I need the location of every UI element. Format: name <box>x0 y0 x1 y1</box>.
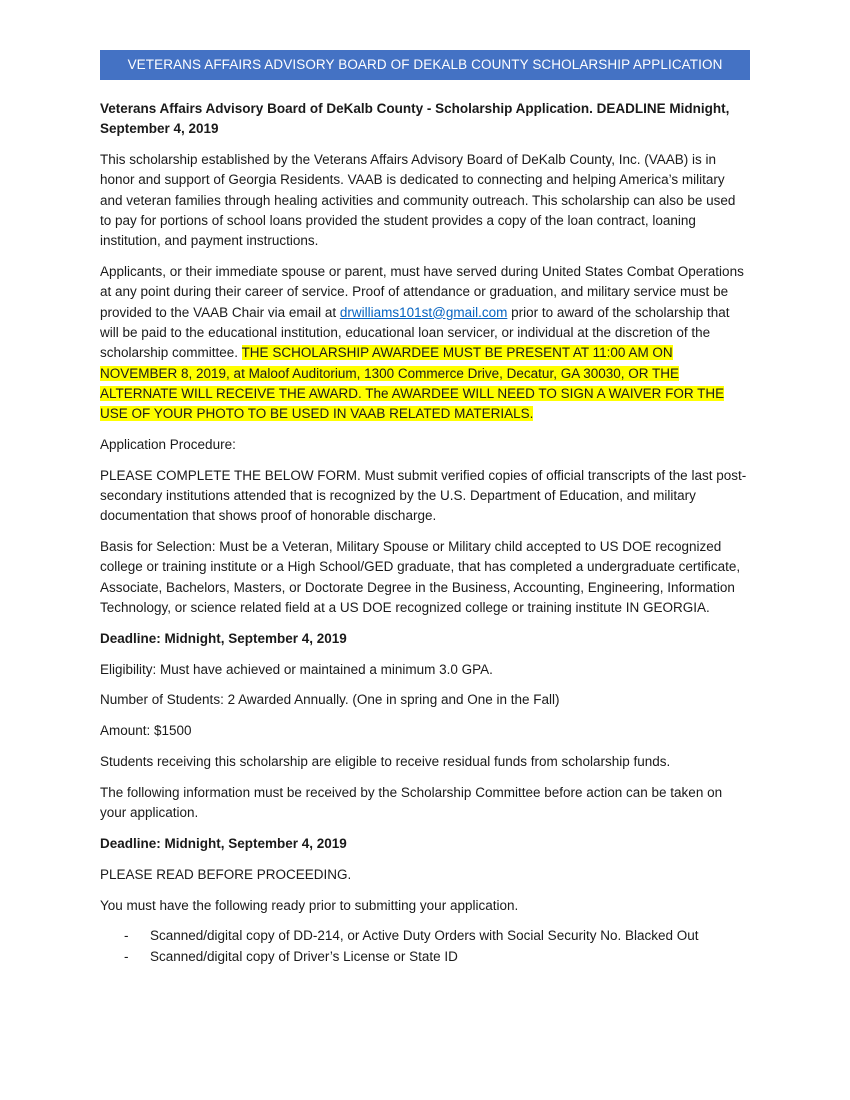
amount-line: Amount: $1500 <box>100 723 192 739</box>
dash-bullet: - <box>124 948 129 964</box>
applicants-paragraph <box>100 262 750 424</box>
residual-line: Students receiving this scholarship are eligible to receive residual funds from scholarship funds. <box>100 754 671 770</box>
requirements-list <box>100 926 750 967</box>
read-before-line: PLEASE READ BEFORE PROCEEDING. <box>100 866 352 882</box>
procedure-heading: Application Procedure: <box>100 436 236 452</box>
document-title: Veterans Affairs Advisory Board of DeKalb County - Scholarship Application. DEADLINE Midnight, September 4, 2019 <box>100 101 730 137</box>
list-item-text: Scanned/digital copy of DD-214, or Active Duty Orders with Social Security No. Blacked Out <box>150 928 699 944</box>
dash-bullet: - <box>124 928 129 944</box>
deadline-heading: Deadline: Midnight, September 4, 2019 <box>100 630 347 646</box>
students-line: Number of Students: 2 Awarded Annually. (One in spring and One in the Fall) <box>100 692 560 708</box>
document-banner: VETERANS AFFAIRS ADVISORY BOARD OF DEKALB COUNTY SCHOLARSHIP APPLICATION <box>100 50 750 80</box>
procedure-paragraph: PLEASE COMPLETE THE BELOW FORM. Must submit verified copies of official transcripts of the last post-secondary institutions attended that is recognized by the U.S. Department of Education, and military documentation that shows proof of honorable discharge. <box>100 467 747 524</box>
deadline-heading-2: Deadline: Midnight, September 4, 2019 <box>100 835 347 851</box>
document-body <box>100 99 750 967</box>
list-item <box>100 926 750 946</box>
list-item <box>100 947 750 967</box>
email-link[interactable]: drwilliams101st@gmail.com <box>339 304 508 320</box>
following-info-paragraph: The following information must be received by the Scholarship Committee before action can be taken on your application. <box>100 784 723 821</box>
intro-paragraph: This scholarship established by the Veterans Affairs Advisory Board of DeKalb County, Inc. (VAAB) is in honor and support of Georgia Residents. VAAB is dedicated to connecting and helping America’s military and veteran families through healing activities and community outreach. This scholarship can also be used to pay for portions of school loans provided the student provides a copy of the loan contract, loaning institution, and payment instructions. <box>100 152 736 249</box>
eligibility-line: Eligibility: Must have achieved or maintained a minimum 3.0 GPA. <box>100 661 493 677</box>
applicants-text: Applicants, or their immediate spouse or parent, must have served during United States Combat Operations at any point during their career of service. Proof of attendance or graduation, and military service must be provided to the VAAB Chair via email at <box>100 264 744 320</box>
highlighted-notice: THE SCHOLARSHIP AWARDEE MUST BE PRESENT AT 11:00 AM ON NOVEMBER 8, 2019, at Maloof Auditorium, 1300 Commerce Drive, Decatur, GA 30030, OR THE ALTERNATE WILL RECEIVE THE AWARD. The AWARDEE WILL NEED TO SIGN A WAIVER FOR THE USE OF YOUR PHOTO TO BE USED IN VAAB RELATED MATERIALS. <box>100 345 725 422</box>
ready-prior-line: You must have the following ready prior to submitting your application. <box>100 897 519 913</box>
basis-paragraph: Basis for Selection: Must be a Veteran, Military Spouse or Military child accepted to US DOE recognized college or training institute or a High School/GED graduate, that has completed a undergraduate certificate, Associate, Bachelors, Masters, or Doctorate Degree in the Business, Accounting, Engineering, Information Technology, or science related field at a US DOE recognized college or training institute IN GEORGIA. <box>100 539 741 616</box>
applicants-text-continued: prior to award of the scholarship that will be paid to the educational institution, educational loan servicer, or individual at the discretion of the scholarship committee. <box>100 304 730 361</box>
list-item-text: Scanned/digital copy of Driver’s License or State ID <box>150 948 458 964</box>
